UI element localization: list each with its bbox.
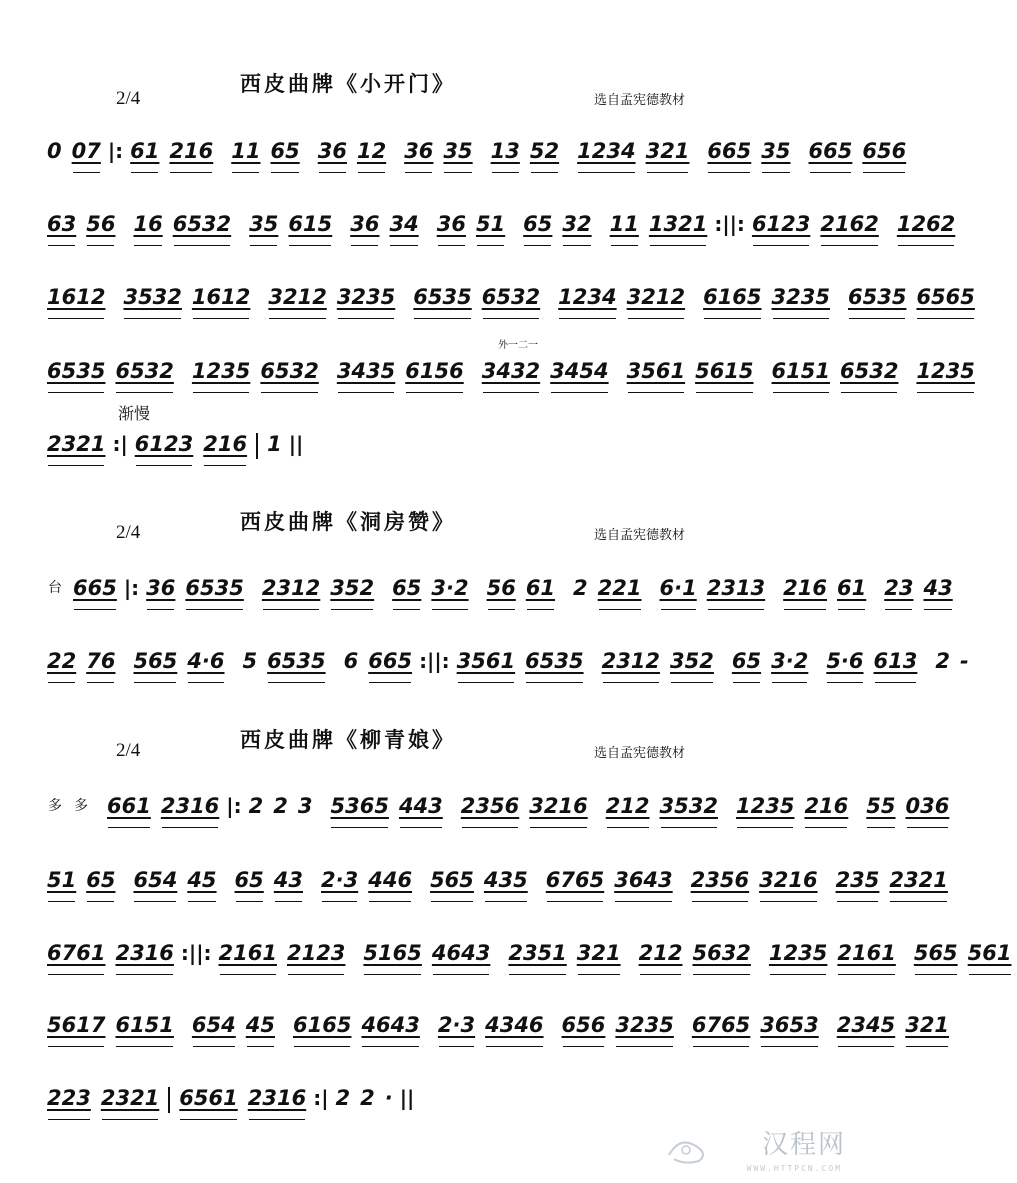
notation-line [42, 636, 969, 676]
note-group: 3212 [622, 282, 690, 312]
note-group: 6761 [42, 938, 110, 968]
note-group: 6765 [687, 1010, 755, 1040]
note-group: 2316 [156, 791, 224, 821]
note-group: 56 [482, 573, 521, 603]
note-group: 61 [521, 573, 560, 603]
note-group: 036 [901, 791, 955, 821]
note-group: 565 [425, 865, 479, 895]
note-group: 2123 [282, 938, 350, 968]
note-group: 2 [935, 649, 950, 673]
note-group: 665 [363, 646, 417, 676]
note-group: 2316 [110, 938, 178, 968]
percussion-syllable: 多 [74, 798, 88, 814]
note-group: 615 [283, 209, 337, 239]
note-group: 2 [360, 1086, 375, 1110]
repeat-sign: || [288, 432, 304, 456]
note-group: 65 [81, 865, 120, 895]
note-group: 65 [727, 646, 766, 676]
note-group: 0 [47, 139, 62, 163]
repeat-sign: :||: [419, 649, 450, 673]
note-group: 6535 [180, 573, 248, 603]
note-group: 2345 [832, 1010, 900, 1040]
note-group: 2312 [597, 646, 665, 676]
note-group: 07 [67, 136, 106, 166]
section-title: 西皮曲牌《柳青娘》 [240, 727, 456, 752]
source-note: 选自孟宪德教材 [594, 528, 686, 543]
note-group: 6151 [767, 356, 835, 386]
note-group: 1235 [731, 791, 799, 821]
note-group: 5632 [687, 938, 755, 968]
note-group: 3212 [263, 282, 331, 312]
note-group: 565 [909, 938, 963, 968]
note-group: 2·3 [433, 1010, 480, 1040]
note-group: 3653 [755, 1010, 823, 1040]
note-group: 216 [778, 573, 832, 603]
note-group: 3 [297, 794, 313, 818]
repeat-sign: |: [226, 794, 242, 818]
note-group: 51 [471, 209, 510, 239]
note-group: 561 [963, 938, 1017, 968]
note-group: 22 [42, 646, 81, 676]
note-group: 2356 [686, 865, 754, 895]
note-group: 6123 [130, 429, 198, 459]
note-group: 6535 [42, 356, 110, 386]
note-group: 43 [269, 865, 308, 895]
note-group: 613 [869, 646, 923, 676]
note-group: 2 [273, 794, 288, 818]
note-group: 216 [198, 429, 252, 459]
note-group: 45 [182, 865, 221, 895]
note-group: 6532 [477, 282, 545, 312]
repeat-sign: :||: [180, 941, 212, 965]
note-group: 6532 [255, 356, 323, 386]
notation-line [42, 199, 956, 239]
note-group: 63 [42, 209, 81, 239]
note-group: 2·3 [316, 865, 363, 895]
repeat-sign: :| [112, 432, 128, 456]
note-group: 34 [384, 209, 423, 239]
note-group: 2312 [257, 573, 325, 603]
note-group: 665 [702, 136, 756, 166]
note-group: 1612 [187, 282, 255, 312]
notation-line [42, 1073, 836, 1113]
note-group: 6165 [698, 282, 766, 312]
percussion-syllable: 台 [48, 580, 62, 596]
note-group: 5 [242, 649, 258, 673]
note-group: 6535 [408, 282, 476, 312]
tempo-marking: 渐慢 [118, 404, 151, 423]
repeat-sign: :| [313, 1086, 329, 1110]
notation-line [42, 781, 950, 821]
note-group: 6165 [288, 1010, 356, 1040]
note-group: 2313 [702, 573, 770, 603]
note-group: 4643 [427, 938, 495, 968]
notation-line [42, 346, 975, 386]
fingering-annotation: 外一二一 [498, 340, 538, 351]
note-group: 3561 [452, 646, 520, 676]
note-group: 656 [857, 136, 911, 166]
note-group: 2316 [243, 1083, 311, 1113]
note-group: 5617 [42, 1010, 110, 1040]
note-group: 321 [641, 136, 695, 166]
watermark-brand: 汉程网 [761, 1130, 846, 1160]
note-group: 6765 [541, 865, 609, 895]
notation-line [42, 928, 1012, 968]
note-group: 51 [42, 865, 81, 895]
time-signature: 2/4 [116, 740, 141, 761]
note-group: 61 [125, 136, 164, 166]
source-note: 选自孟宪德教材 [594, 93, 686, 108]
note-group: 665 [68, 573, 122, 603]
note-group: 2161 [214, 938, 282, 968]
note-group: 1234 [553, 282, 621, 312]
note-group: 4·6 [182, 646, 229, 676]
note-group: 446 [363, 865, 417, 895]
note-group: 36 [313, 136, 352, 166]
note-group: 52 [525, 136, 564, 166]
note-group: 235 [831, 865, 885, 895]
note-group: 5365 [325, 791, 393, 821]
note-group: 12 [352, 136, 391, 166]
note-group: 32 [557, 209, 596, 239]
source-note: 选自孟宪德教材 [594, 746, 686, 761]
note-group: 1235 [911, 356, 979, 386]
note-group: 35 [438, 136, 477, 166]
note-group: 2356 [456, 791, 524, 821]
note-group: 212 [634, 938, 688, 968]
note-group: 665 [804, 136, 858, 166]
repeat-sign: |: [107, 139, 124, 163]
note-group: 6156 [400, 356, 468, 386]
note-group: 4643 [356, 1010, 424, 1040]
note-group: 654 [128, 865, 182, 895]
note-group: 2 [573, 576, 588, 600]
notation-line [42, 563, 953, 603]
note-group: 6 [343, 649, 359, 673]
note-group: 3532 [655, 791, 723, 821]
note-group: 216 [799, 791, 853, 821]
repeat-sign: :||: [714, 212, 745, 236]
note-group: 656 [557, 1010, 611, 1040]
note-group: 435 [479, 865, 533, 895]
note-group: 5·6 [821, 646, 868, 676]
note-group: 36 [345, 209, 384, 239]
note-group: 65 [518, 209, 557, 239]
notation-line [42, 126, 907, 166]
note-group: 35 [756, 136, 795, 166]
note-group: 352 [665, 646, 719, 676]
note-group: 321 [900, 1010, 954, 1040]
percussion-syllable: 多 [48, 798, 62, 814]
note-group: 6561 [174, 1083, 242, 1113]
note-group: 2321 [96, 1083, 164, 1113]
note-group: 2351 [503, 938, 571, 968]
note-group: 2162 [815, 209, 883, 239]
note-group: 65 [230, 865, 269, 895]
note-group: 221 [593, 573, 647, 603]
note-group: 6565 [911, 282, 979, 312]
note-group: 6535 [843, 282, 911, 312]
note-group: 23 [879, 573, 918, 603]
note-group: 3235 [332, 282, 400, 312]
note-group: 3454 [545, 356, 613, 386]
note-group: 212 [601, 791, 655, 821]
note-group: 2321 [42, 429, 110, 459]
note-group: 6532 [110, 356, 178, 386]
note-group: 661 [102, 791, 156, 821]
note-group: 61 [832, 573, 871, 603]
notation-line [42, 855, 948, 895]
note-group: 2 [248, 794, 264, 818]
note-group: 6532 [835, 356, 903, 386]
note-group: 65 [265, 136, 304, 166]
watermark-url: WWW.HTTPCN.COM [746, 1164, 842, 1173]
note-group: 1235 [187, 356, 255, 386]
note-group: 1321 [644, 209, 712, 239]
section-title: 西皮曲牌《小开门》 [240, 71, 456, 96]
notation-line [42, 419, 836, 459]
note-group: 3643 [609, 865, 677, 895]
note-group: 1612 [42, 282, 110, 312]
note-group: 13 [486, 136, 525, 166]
note-group: 352 [325, 573, 379, 603]
note-group: 1234 [572, 136, 640, 166]
note-group: 4346 [480, 1010, 548, 1040]
notation-line [42, 272, 975, 312]
note-group: 3435 [332, 356, 400, 386]
note-group: 2161 [832, 938, 900, 968]
note-group: 16 [128, 209, 167, 239]
time-signature: 2/4 [116, 88, 141, 109]
note-group: 3216 [524, 791, 592, 821]
note-group: - [959, 649, 969, 673]
note-group: 36 [432, 209, 471, 239]
note-group: 654 [187, 1010, 241, 1040]
note-group: 216 [164, 136, 218, 166]
note-group: 321 [572, 938, 626, 968]
note-group: 1262 [892, 209, 960, 239]
note-group: 3561 [622, 356, 690, 386]
note-group: 43 [918, 573, 957, 603]
note-group: 6123 [747, 209, 815, 239]
note-group: 3235 [767, 282, 835, 312]
note-group: 76 [81, 646, 120, 676]
note-group: 6532 [168, 209, 236, 239]
note-group: 55 [861, 791, 900, 821]
note-group: 565 [128, 646, 182, 676]
notation-line [42, 1000, 950, 1040]
note-group: 65 [387, 573, 426, 603]
note-group: 6535 [262, 646, 330, 676]
repeat-sign: |: [123, 576, 140, 600]
note-group: 6151 [110, 1010, 178, 1040]
note-group: 11 [226, 136, 265, 166]
note-group: · [384, 1086, 393, 1110]
note-group: 11 [605, 209, 644, 239]
note-group: 35 [244, 209, 283, 239]
note-group: 3532 [118, 282, 186, 312]
note-group: 3·2 [766, 646, 813, 676]
note-group: 1 [267, 432, 282, 456]
time-signature: 2/4 [116, 522, 141, 543]
note-group: 3·2 [426, 573, 473, 603]
note-group: 56 [81, 209, 120, 239]
note-group: 2321 [884, 865, 952, 895]
section-title: 西皮曲牌《洞房赞》 [240, 509, 456, 534]
note-group: 36 [141, 573, 180, 603]
note-group: 5165 [358, 938, 426, 968]
repeat-sign: || [399, 1086, 415, 1110]
note-group: 6535 [520, 646, 588, 676]
note-group: 3216 [754, 865, 822, 895]
bar-line [168, 1087, 170, 1113]
note-group: 2 [335, 1086, 351, 1110]
note-group: 45 [241, 1010, 280, 1040]
note-group: 1235 [764, 938, 832, 968]
note-group: 443 [394, 791, 448, 821]
note-group: 3432 [477, 356, 545, 386]
note-group: 5615 [690, 356, 758, 386]
note-group: 6·1 [655, 573, 702, 603]
watermark-logo-icon [664, 1135, 714, 1165]
note-group: 36 [399, 136, 438, 166]
note-group: 223 [42, 1083, 96, 1113]
bar-line [256, 433, 258, 459]
note-group: 3235 [610, 1010, 678, 1040]
